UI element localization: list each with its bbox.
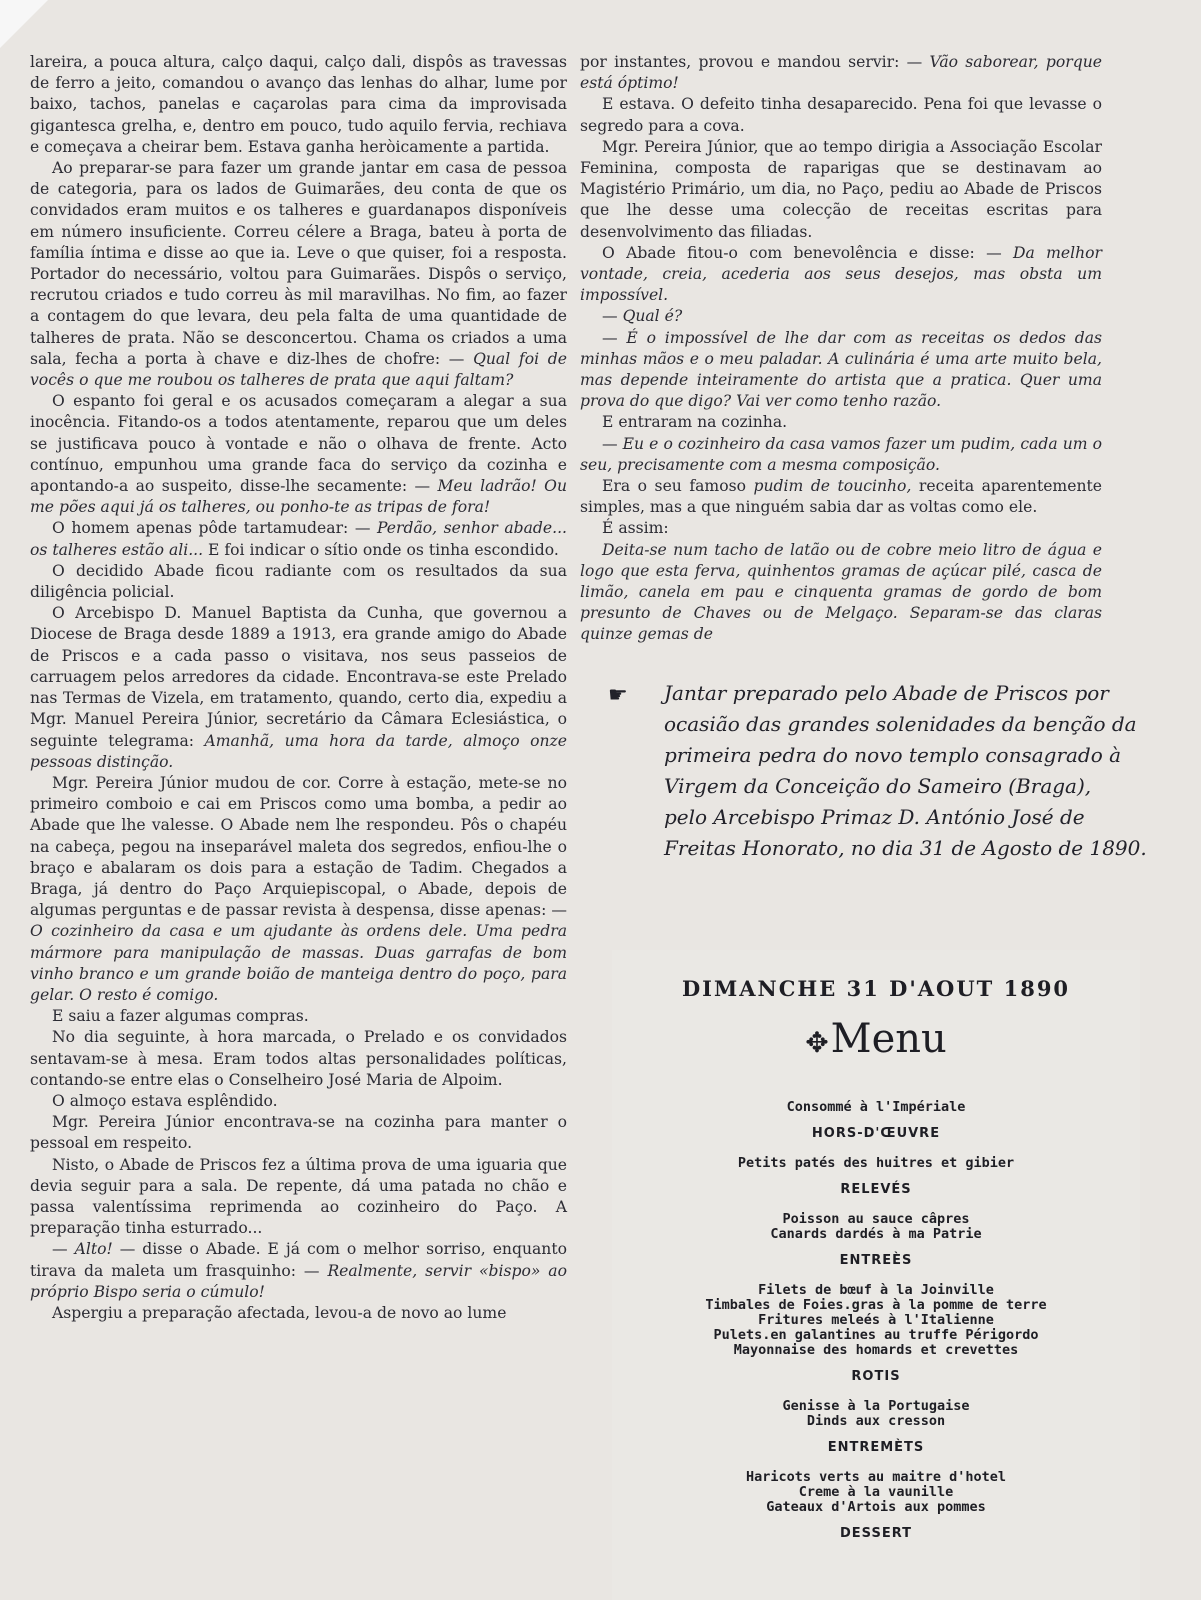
paragraph-text: lareira, a pouca altura, calço daqui, calço dali, dispôs as travessas de ferro a jeito, comandou o avanço das lenhas do alhar, lume por baixo, tachos, panelas e caçarolas para cima da improvisada gigantesca grelha, e, dentro em pouco, tudo aquilo fervia, rechiava e começava a cheirar bem. Estava ganha heròicamente a partida.: [30, 53, 567, 156]
paragraph-text: por instantes, provou e mandou servir: —: [580, 53, 930, 71]
menu-section-heading: DESSERT: [840, 1526, 912, 1541]
paragraph-text: E entraram na cozinha.: [602, 413, 788, 432]
flourish-icon: ✥: [805, 1025, 829, 1059]
paragraph-text: No dia seguinte, à hora marcada, o Prelado e os convidados sentavam-se à mesa. Eram todos altas personalidades políticas, contando-se entre elas o Conselheiro José Maria de Alpoim.: [30, 1028, 567, 1089]
paragraph: [30, 158, 567, 391]
italic-text: pudim de toucinho,: [753, 477, 912, 496]
italic-text: Eu e o cozinheiro da casa vamos fazer um pudim, cada um o seu, precisamente com a mesma composição.: [580, 434, 1102, 474]
paragraph: [580, 94, 1102, 136]
paragraph: [30, 1027, 567, 1091]
paragraph: [30, 603, 567, 773]
italic-text: Qual foi de vocês o que me roubou os talheres de prata que aqui faltam?: [30, 349, 567, 390]
paragraph-text: Nisto, o Abade de Priscos fez a última prova de uma iguaria que devia seguir para a sala. De repente, dá uma patada no chão e passa valentíssima reprimenda ao cozinheiro do Paço. A preparação tinha esturrado...: [30, 1155, 567, 1238]
caption-line: Virgem da Conceição do Sameiro (Braga),: [664, 774, 1092, 798]
paragraph: [30, 1006, 567, 1027]
paragraph: [30, 773, 567, 1006]
paragraph-text: O espanto foi geral e os acusados começaram a alegar a sua inocência. Fitando-os a todos atentamente, reparou que um deles se justificava pouco à vontade e não o olhava de frente. Acto contínuo, empunhou uma grande faca do serviço da cozinha e apontando-a ao suspeito, disse-lhe secamente: —: [30, 392, 567, 496]
menu-caption: [608, 678, 1147, 864]
italic-text: Meu ladrão! Ou me pões aqui já os talheres, ou ponho-te as tripas de fora!: [30, 477, 567, 517]
paragraph: [580, 540, 1102, 646]
caption-line: Freitas Honorato, no dia 31 de Agosto de 1890.: [664, 836, 1147, 860]
right-text-column: [580, 52, 1102, 646]
menu-item: Consommé à l'Impériale: [786, 1099, 966, 1115]
menu-section-heading: RELEVÉS: [840, 1182, 912, 1197]
menu-item: Timbales de Foies.gras à la pomme de terre: [705, 1297, 1047, 1313]
menu-item: Dinds aux cresson: [806, 1413, 946, 1429]
paragraph: [580, 476, 1102, 518]
menu-section-heading: HORS-D'ŒUVRE: [811, 1126, 941, 1141]
paragraph-text: Era o seu famoso: [602, 477, 754, 496]
menu-section-heading: ROTIS: [851, 1369, 901, 1384]
menu-item: Filets de bœuf à la Joinville: [758, 1282, 994, 1298]
paragraph: [30, 1239, 567, 1303]
menu-item: Petits patés des huitres et gibier: [737, 1155, 1015, 1171]
pointing-hand-icon: ☛: [608, 683, 628, 708]
italic-text: O cozinheiro da casa e um ajudante às ordens dele. Uma pedra mármore para manipulação de massas. Duas garrafas de bom vinho branco e um grande boião de manteiga dentro do poço, para gelar. O resto é comigo.: [30, 922, 567, 1004]
paragraph-text: E saiu a fazer algumas compras.: [52, 1007, 309, 1026]
paragraph-text: receita aparentemente simples, mas a que ninguém sabia dar as voltas como ele.: [580, 477, 1102, 517]
paragraph-text: —: [602, 307, 623, 326]
paragraph-text: O decidido Abade ficou radiante com os resultados da sua diligência policial.: [30, 561, 567, 602]
paragraph-text: Ao preparar-se para fazer um grande jantar em casa de pessoa de categoria, para os lados de Guimarães, deu conta de que os convidados eram muitos e os talheres e guardanapos disponíveis em número insuficiente. Correu célere a Braga, bateu à porta de família íntima e disse ao que ia. Leve o que quiser, foi a resposta. Portador do necessário, voltou para Guimarães. Dispôs o serviço, recrutou criados e tudo correu às mil maravilhas. No fim, ao fazer a contagem do que levara, deu pela falta de uma quantidade de talheres de prata. Não se desconcertou. Chama os criados a uma sala, fecha a porta à chave e diz-lhes de chofre: —: [30, 159, 567, 368]
paragraph: [30, 1112, 567, 1154]
paragraph: [580, 52, 1102, 94]
paragraph-text: Mgr. Pereira Júnior mudou de cor. Corre à estação, mete-se no primeiro comboio e cai em Priscos como uma bomba, a pedir ao Abade que lhe valesse. O Abade nem lhe respondeu. Pôs o chapéu na cabeça, pegou na inseparável maleta dos segredos, enfiou-lhe o braço e abalaram os dois para a estação de Tadim. Chegados a Braga, já dentro do Paço Arquiepiscopal, o Abade, depois de algumas perguntas e de passar revista à despensa, disse apenas: —: [30, 773, 567, 920]
paragraph-text: E estava. O defeito tinha desaparecido. Pena foi que levasse o segredo para a cova.: [580, 95, 1102, 135]
menu-section-heading: ENTREÈS: [839, 1253, 913, 1268]
paragraph: [30, 52, 567, 158]
menu-item: Creme à la vaunille: [798, 1484, 954, 1500]
paragraph: [580, 434, 1102, 476]
paragraph-text: O Abade fitou-o com benevolência e disse: —: [602, 243, 1013, 262]
paragraph: [30, 1303, 567, 1324]
paragraph: [580, 328, 1102, 413]
menu-item: Poisson au sauce câpres: [782, 1211, 970, 1227]
page-corner-fold: [0, 0, 48, 48]
menu-section-heading: ENTREMÈTS: [827, 1440, 925, 1455]
menu-title: [612, 1016, 1140, 1062]
paragraph: [580, 518, 1102, 539]
paragraph-text: Mgr. Pereira Júnior, que ao tempo dirigia a Associação Escolar Feminina, composta de raparigas que se destinavam ao Magistério Primário, um dia, no Paço, pediu ao Abade de Priscos que lhe desse uma colecção de receitas escritas para desenvolvimento das filiadas.: [580, 137, 1102, 241]
paragraph-text: —: [602, 328, 627, 347]
menu-item: Gateaux d'Artois aux pommes: [766, 1499, 986, 1515]
paragraph: [30, 518, 567, 560]
italic-text: Amanhã, uma hora da tarde, almoço onze pessoas distinção.: [30, 731, 568, 771]
menu-item: Canards dardés à ma Patrie: [770, 1226, 982, 1242]
left-text-column: [30, 52, 567, 1324]
italic-text: Vão saborear, porque está óptimo!: [580, 53, 1102, 93]
caption-line: Jantar preparado pelo Abade de Priscos por: [664, 681, 1109, 705]
menu-card: [612, 950, 1140, 1600]
caption-line: primeira pedra do novo templo consagrado à: [664, 743, 1122, 767]
italic-text: Perdão, senhor abade... os talheres estão ali...: [30, 519, 567, 559]
paragraph: [30, 1155, 567, 1240]
paragraph: [580, 137, 1102, 243]
paragraph-text: O almoço estava esplêndido.: [52, 1091, 278, 1110]
paragraph-text: —: [52, 1240, 75, 1259]
paragraph: [30, 561, 567, 603]
menu-item: Mayonnaise des homards et crevettes: [733, 1342, 1019, 1358]
italic-text: Da melhor vontade, creia, acederia aos seus desejos, mas obsta um impossível.: [580, 243, 1102, 305]
paragraph-text: O homem apenas pôde tartamudear: —: [52, 519, 377, 538]
paragraph: [580, 243, 1102, 307]
menu-title-text: Menu: [830, 1016, 947, 1062]
paragraph-text: —: [602, 434, 623, 453]
italic-text: Alto!: [74, 1240, 113, 1259]
menu-item: Haricots verts au maitre d'hotel: [745, 1469, 1007, 1485]
paragraph-text: — disse o Abade. E já com o melhor sorriso, enquanto tirava da maleta um frasquinho: —: [30, 1240, 567, 1280]
caption-line: pelo Arcebispo Primaz D. António José de: [664, 805, 1085, 829]
menu-item: Fritures meleés à l'Italienne: [758, 1312, 994, 1328]
paragraph-text: É assim:: [602, 519, 669, 538]
paragraph: [30, 1091, 567, 1112]
paragraph: [30, 391, 567, 518]
paragraph: [580, 306, 1102, 327]
italic-text: Realmente, servir «bispo» ao próprio Bispo seria o cúmulo!: [30, 1261, 567, 1301]
paragraph-text: Aspergiu a preparação afectada, levou-a de novo ao lume: [52, 1303, 507, 1322]
italic-text: Deita-se num tacho de latão ou de cobre meio litro de água e logo que esta ferva, quinhentos gramas de açúcar pilé, casca de limão, canela em pau e cinquenta gramas de gordo de bom presunto de Chaves ou de Melgaço. Separam-se das claras quinze gemas de: [580, 540, 1102, 644]
italic-text: É o impossível de lhe dar com as receitas os dedos das minhas mãos e o meu paladar. A culinária é uma arte muito bela, mas depende inteiramente do artista que a pratica. Quer uma prova do que digo? Vai ver como tenho razão.: [580, 328, 1102, 411]
paragraph-text: Mgr. Pereira Júnior encontrava-se na cozinha para manter o pessoal em respeito.: [30, 1113, 567, 1153]
italic-text: Qual é?: [622, 307, 683, 326]
caption-line: ocasião das grandes solenidades da benção da: [664, 712, 1137, 736]
menu-item: Pulets.en galantines au truffe Périgordo: [713, 1327, 1039, 1343]
paragraph: [580, 412, 1102, 433]
paragraph-text: E foi indicar o sítio onde os tinha escondido.: [203, 540, 559, 559]
menu-date: DIMANCHE 31 D'AOUT 1890: [681, 976, 1071, 1001]
menu-item: Genisse à la Portugaise: [782, 1398, 970, 1414]
paragraph-text: O Arcebispo D. Manuel Baptista da Cunha, que governou a Diocese de Braga desde 1889 a 1913, era grande amigo do Abade de Priscos e a cada passo o visitava, nos seus passeios de carruagem pelos arredores da cidade. Encontrava-se este Prelado nas Termas de Vizela, em tratamento, quando, certo dia, expediu a Mgr. Manuel Pereira Júnior, secretário da Câmara Eclesiástica, o seguinte telegrama:: [30, 604, 567, 750]
